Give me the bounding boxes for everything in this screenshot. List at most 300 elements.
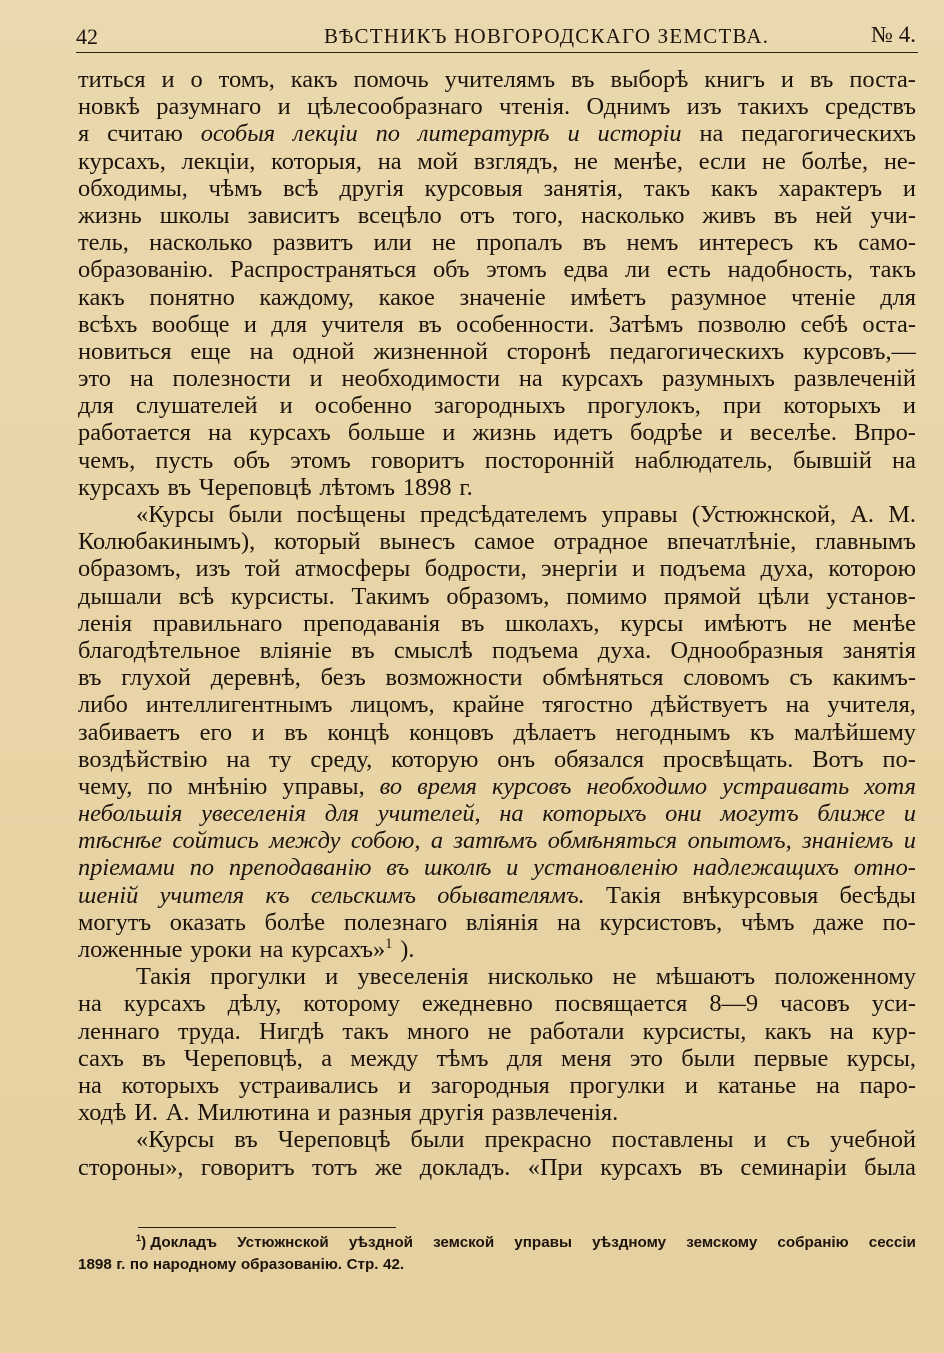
word: знаніемъ [802,827,894,855]
word: такъ [342,1017,389,1045]
word: земской [433,1234,495,1251]
word: ближе [817,800,886,828]
text-line [78,447,916,474]
word: тель, [78,229,129,257]
word: особенно [314,392,412,420]
word: курсахъ [123,990,206,1018]
word: всѣхъ [78,310,138,338]
word: всѣ [283,174,319,202]
word: увеселенія [201,800,307,828]
word: это [629,1044,663,1072]
word: пусть [155,446,214,474]
word: отрадное [553,528,649,556]
word: вліяніе [259,636,332,664]
word: цѣли [757,582,810,610]
word: курсовъ [492,772,572,800]
word: разумнаго [156,93,262,121]
word: на [518,365,543,393]
word: развитъ [272,229,354,257]
word: словомъ [683,664,770,692]
word: для [324,800,360,828]
word: Вотъ [812,745,864,773]
word: малѣйшему [793,718,916,746]
word: само- [858,229,916,257]
word: интеллигентнымъ [145,691,333,719]
word: на [249,337,274,365]
word: понятно [149,283,235,311]
word: крайне [452,691,525,719]
footnote-marker: $^1$) Докладъ [136,1232,218,1251]
text-line [78,637,916,664]
word: шеній [78,881,139,909]
word: титься [78,66,146,93]
text-line [78,854,916,881]
text-line [78,175,916,202]
word: объ [233,446,271,474]
page-number: 42 [76,24,98,49]
word: часовъ [780,990,850,1018]
word: курсы [620,609,684,637]
word: подъема [492,636,579,664]
word: загородныхъ [433,392,566,420]
word: ней [815,201,853,229]
text-line [78,936,916,963]
word: изъ [686,93,722,121]
word: затѣмъ [453,827,538,855]
word: уѣздной [348,1234,413,1251]
word: преподаванію [228,854,372,882]
word: курсахъ»$^1$ [291,935,393,963]
word: устраивались [238,1071,379,1099]
word: по [375,120,400,148]
word: въ [582,229,607,257]
word: кур- [871,1017,916,1045]
word: по [129,1256,149,1273]
word: и [251,718,265,746]
word: вліянія [465,908,539,936]
word: поставлены [611,1126,734,1154]
word: какъ [290,66,338,93]
word: какимъ- [832,664,916,692]
word: лицомъ, [350,691,435,719]
word: М. [888,501,916,528]
word: насколько [149,229,253,257]
text-line [78,1045,916,1072]
word: и [902,392,916,420]
word: ходѣ [78,1099,127,1127]
word: его [199,718,233,746]
word: г. [459,473,473,501]
journal-title: ВѢСТНИКЪ НОВГОРОДСКАГО ЗЕМСТВА. [324,24,770,48]
word: изъ [195,555,231,583]
word: Однимъ [586,93,671,121]
word: и [161,66,175,93]
word: просвѣщать. [662,745,794,773]
word: «При [527,1153,583,1181]
word: педагогическихъ [741,120,916,148]
word: говоритъ [370,446,465,474]
word: собранію [777,1234,849,1251]
word: самое [474,528,535,556]
word: между [269,827,341,855]
word: полезнаго [343,908,448,936]
word: лекціи [293,120,358,148]
word: одной [292,337,355,365]
word: 1898 [78,1256,112,1273]
word: онъ [497,745,536,773]
footnote-line [78,1254,916,1276]
text-line [78,800,916,827]
word: и [243,310,257,338]
word: хотя [864,772,916,800]
word: зависитъ [247,201,340,229]
word: безъ [320,664,366,692]
word: новиться [78,337,172,365]
word: посѣщены [296,501,406,528]
word: этомъ [290,446,351,474]
word: народному [152,1256,237,1273]
word: правильнаго [152,609,283,637]
word: Череповцѣ [198,473,312,501]
word: уси- [871,990,916,1018]
text-line [78,229,916,256]
word: необходимо [586,772,708,800]
word: (Устюжнской, [691,501,837,528]
word: меня [560,1044,612,1072]
text-line [78,474,916,501]
word: управы [601,501,678,528]
word: труда. [177,1017,241,1045]
word: атмосферы [294,555,411,583]
word: учителя, [827,691,916,719]
word: не [487,1017,512,1045]
text-line [78,93,916,120]
text-line [78,365,916,392]
word: тотъ [312,1153,358,1181]
word: и [506,854,519,882]
word: и [309,365,323,393]
word: во [379,772,403,800]
word: и [719,419,733,447]
word: учи- [870,201,916,229]
word: на [892,446,916,474]
word: катанье [717,1071,797,1099]
word: по- [882,745,916,773]
word: о [190,66,203,93]
word: къ [813,229,839,257]
word: были [410,1126,465,1154]
word: для [506,1044,543,1072]
word: которыхъ [783,392,881,420]
word: къ [265,881,290,909]
word: ту [269,745,292,773]
word: идетъ [553,419,613,447]
word: уѣздному [592,1234,667,1251]
word: небольшія [78,800,183,828]
word: курсахъ [561,365,644,393]
word: по- [882,908,916,936]
word: помочь [353,66,429,93]
word: и [442,419,456,447]
word: и [317,1099,331,1127]
word: и [902,174,916,202]
word: жизнь [78,201,142,229]
word: Череповцѣ [277,1126,391,1154]
text-line [78,311,916,338]
text-line [78,148,916,175]
word: и [631,555,646,583]
word: особыя [200,120,276,148]
word: много [406,1017,470,1045]
word: Такія [606,881,661,909]
word: лѣтомъ [319,473,395,501]
word: увеселенія [357,963,469,991]
word: и [780,66,794,93]
word: въ [386,854,410,882]
word: по [189,854,215,882]
word: всецѣло [357,201,442,229]
word: еще [190,337,231,365]
word: съ [786,1126,810,1154]
word: смыслѣ [393,636,473,664]
word: того, [512,201,564,229]
word: на [208,419,232,447]
word: паро- [859,1071,916,1099]
word: были [228,501,283,528]
word: слушателей [135,392,258,420]
word: жизненной [373,337,488,365]
word: позволю [697,310,787,338]
word: работали [529,1017,625,1045]
word: обмѣняться [542,664,664,692]
word: прекрасно [484,1126,592,1154]
word: курсы, [846,1044,916,1072]
word: разныя [338,1099,412,1127]
word: школахъ, [505,609,600,637]
word: энергіи [541,555,618,583]
word: сельскимъ [310,881,416,909]
word: мѣшаютъ [655,963,756,991]
word: г. [116,1256,126,1273]
word: учебной [829,1126,916,1154]
word: глухой [121,664,191,692]
word: подъема [659,555,746,583]
word: Стр. [346,1256,379,1273]
word: предсѣдателемъ [419,501,588,528]
word: 42. [383,1256,405,1273]
word: которыхъ [542,800,647,828]
word: образованію. [78,256,214,284]
word: сойтись [172,827,259,855]
word: и [753,1126,767,1154]
word: стороны», [78,1153,184,1181]
word: развлеченія. [491,1099,619,1127]
word: въ [418,310,442,338]
footnote [78,1232,916,1276]
word: тягостно [542,691,633,719]
word: лекціи, [181,147,256,175]
word: могутъ [78,908,152,936]
word: ленія [78,609,133,637]
word: дѣлаетъ [513,718,597,746]
word: разумное [670,283,767,311]
word: опытомъ, [687,827,792,855]
text-line [78,501,916,528]
word: 1898 [402,473,452,501]
word: на [785,691,810,719]
word: курсистовъ, [599,908,723,936]
footnote-divider [138,1227,396,1228]
text-line [78,202,916,229]
word: управы, [282,772,365,800]
word: въ [78,664,102,692]
word: не [807,609,832,637]
word: въ [699,1153,723,1181]
word: которую [391,745,479,773]
word: отъ [459,201,495,229]
word: не [761,147,786,175]
word: преподаванія [303,609,441,637]
text-line [78,284,916,311]
word: это [78,365,112,393]
word: надобность, [727,256,854,284]
word: другія [339,174,404,202]
word: веселѣе. [749,419,837,447]
text-line [78,610,916,637]
footnote-ref: 1 [385,935,393,952]
word: на [129,365,154,393]
word: устраивать [722,772,850,800]
word: и [279,392,293,420]
word: положенному [774,963,916,991]
word: сессіи [868,1234,916,1251]
word: Такія [136,963,191,991]
word: въ [809,66,834,93]
word: впечатлѣніе, [666,528,797,556]
word: а [430,827,444,855]
word: въ [142,1044,166,1072]
text-line [78,990,916,1017]
word: томъ, [218,66,275,93]
word: чѣмъ [740,908,795,936]
word: школѣ [423,854,492,882]
word: загородныя [430,1071,550,1099]
word: какъ [710,174,758,202]
word: вообще [151,310,230,338]
word: чѣмъ [208,174,263,202]
word: въ [284,718,308,746]
word: при [722,392,762,420]
word: чтеніе [791,283,856,311]
word: обмѣняться [547,827,678,855]
word: мой [417,147,459,175]
text-line [78,1072,916,1099]
word: на [499,800,524,828]
word: едва [563,256,609,284]
word: какъ [78,283,125,311]
word: негоднымъ [615,718,731,746]
word: надлежащихъ [692,854,839,882]
word: на [78,990,102,1018]
word: занятія [842,636,916,664]
word: установ- [826,582,916,610]
text-line [78,664,916,691]
word: благодѣтельное [78,636,241,664]
word: на [556,908,581,936]
page-header [76,20,918,53]
word: и [325,963,339,991]
word: литературѣ [417,120,550,148]
text-line [78,773,916,800]
word: курсахъ, [78,147,166,175]
word: прогулки [569,1071,666,1099]
word: насколько [581,201,685,229]
word: я [78,120,90,148]
word: Череповцѣ, [184,1044,303,1072]
word: деревнѣ, [210,664,301,692]
word: въ [571,66,595,93]
word: на [829,1017,854,1045]
footnote-line [78,1232,916,1254]
word: учителей, [377,800,481,828]
word: Милютина [197,1099,310,1127]
word: имѣетъ [570,283,647,311]
word: этомъ [486,256,547,284]
word: мнѣнію [187,772,268,800]
word: Такимъ [351,582,430,610]
word: въ [351,636,375,664]
text-line [78,583,916,610]
word: на [815,1071,840,1099]
text-line [78,746,916,773]
word: уроки [190,936,252,963]
word: пропалъ [476,229,563,257]
word: которыя, [271,147,363,175]
word: себѣ [800,310,849,338]
issue-number: № 4. [871,22,916,47]
word: другія [419,1099,484,1127]
word: особенности. [456,310,595,338]
word: характеръ [778,174,883,202]
word: между [350,1044,419,1072]
word: собою, [350,827,421,855]
word: и [684,1071,698,1099]
word: либо [78,691,128,719]
word: воздѣйствію [78,745,208,773]
word: учителя [159,881,245,909]
word: была [864,1153,916,1181]
word: не [612,963,637,991]
word: вынесъ [379,528,456,556]
word: на [259,936,284,963]
text-line [78,66,916,93]
word: и [398,1071,412,1099]
word: интересъ [698,229,794,257]
word: возможности [385,664,523,692]
word: главнымъ [815,528,916,556]
word: каждому, [259,283,354,311]
text-line [78,1126,916,1153]
word: установленію [533,854,678,882]
word: той [244,555,281,583]
word: образомъ, [78,555,181,583]
word: для [271,310,308,338]
word: болѣе, [801,147,869,175]
word: курсовъ,— [803,337,916,365]
word: курсовыя [424,174,523,202]
word: взглядъ, [473,147,559,175]
text-line [78,555,916,582]
